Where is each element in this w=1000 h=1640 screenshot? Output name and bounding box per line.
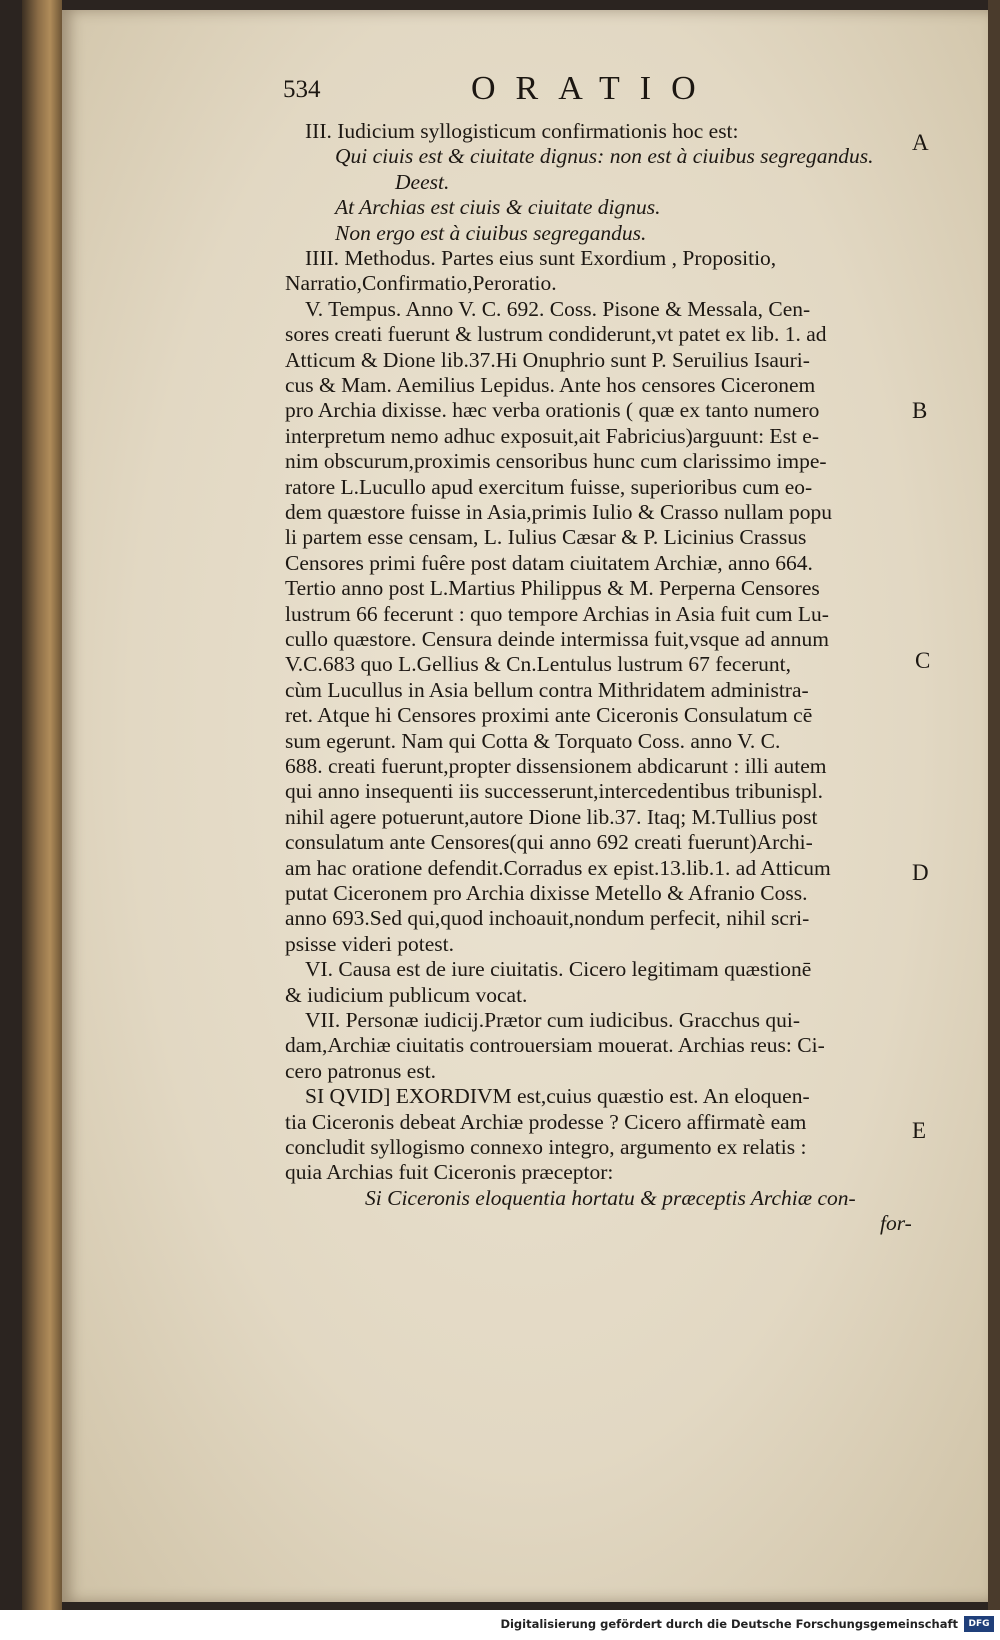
text-line: III. Iudicium syllogisticum confirmationis hoc est:: [305, 119, 739, 143]
text-line: am hac oratione defendit.Corradus ex epist.13.lib.1. ad Atticum: [285, 855, 831, 880]
dfg-logo: DFG: [964, 1616, 994, 1632]
margin-letter-b: B: [912, 398, 928, 423]
text-line: V. Tempus. Anno V. C. 692. Coss. Pisone & Messala, Cen-: [305, 296, 811, 321]
text-line: nihil agere potuerunt,autore Dione lib.37. Itaq; M.Tullius post: [285, 804, 818, 829]
text-line: Si Ciceronis eloquentia hortatu & præceptis Archiæ con-: [365, 1185, 856, 1210]
page-number: 534: [283, 76, 321, 103]
digitization-footer: [0, 1610, 1000, 1640]
running-head: ORATIO: [471, 70, 716, 107]
text-line: VI. Causa est de iure ciuitatis. Cicero legitimam quæstionē: [305, 957, 812, 982]
funding-credit: Digitalisierung gefördert durch die Deutsche Forschungsgemeinschaft: [500, 1617, 958, 1631]
text-line: VII. Personæ iudicij.Prætor cum iudicibus. Gracchus qui-: [305, 1008, 801, 1032]
text-line: dem quæstore fuisse in Asia,primis Iulio & Crasso nullam popu: [285, 500, 833, 524]
text-line: IIII. Methodus. Partes eius sunt Exordium , Propositio,: [305, 246, 777, 270]
text-line: anno 693.Sed qui,quod inchoauit,nondum perfecit, nihil scri-: [285, 906, 810, 931]
margin-letter-e: E: [912, 1118, 927, 1143]
text-line: Narratio,Confirmatio,Peroratio.: [285, 271, 557, 296]
text-line: qui anno insequenti iis successerunt,intercedentibus tribunispl.: [285, 779, 823, 804]
text-line: cùm Lucullus in Asia bellum contra Mithridatem administra-: [285, 677, 809, 702]
margin-letter-d: D: [912, 860, 929, 885]
text-line: interpretum nemo adhuc exposuit,ait Fabricius)arguunt: Est e-: [285, 423, 819, 448]
text-line: quia Archias fuit Ciceronis præceptor:: [285, 1160, 614, 1185]
text-line: Tertio anno post L.Martius Philippus & M. Perperna Censores: [285, 576, 820, 601]
text-line: V.C.683 quo L.Gellius & Cn.Lentulus lustrum 67 fecerunt,: [285, 652, 792, 677]
margin-letter-c: C: [915, 648, 931, 673]
text-line: sores creati fuerunt & lustrum condiderunt,vt patet ex lib. 1. ad: [285, 322, 827, 347]
text-line: sum egerunt. Nam qui Cotta & Torquato Coss. anno V. C.: [285, 728, 781, 753]
text-line: Censores primi fuêre post datam ciuitatem Archiæ, anno 664.: [285, 550, 813, 575]
text-line: & iudicium publicum vocat.: [285, 982, 528, 1007]
text-line: dam,Archiæ ciuitatis controuersiam mouerat. Archias reus: Ci-: [285, 1033, 825, 1058]
margin-letter-a: A: [912, 130, 929, 155]
page-header: [283, 70, 743, 120]
text-line: Atticum & Dione lib.37.Hi Onuphrio sunt P. Seruilius Isauri-: [285, 347, 810, 372]
text-line: cus & Mam. Aemilius Lepidus. Ante hos censores Ciceronem: [285, 373, 816, 397]
text-line: nim obscurum,proximis censoribus hunc cum clarissimo impe-: [285, 449, 827, 474]
text-line: putat Ciceronem pro Archia dixisse Metello & Afranio Coss.: [285, 881, 808, 905]
text-line: At Archias est ciuis & ciuitate dignus.: [335, 195, 661, 220]
text-line: concludit syllogismo connexo integro, argumento ex relatis :: [285, 1135, 807, 1159]
text-line: li partem esse censam, L. Iulius Cæsar & P. Licinius Crassus: [285, 525, 807, 550]
text-line: consulatum ante Censores(qui anno 692 creati fuerunt)Archi-: [285, 830, 813, 855]
text-line: tia Ciceronis debeat Archiæ prodesse ? Cicero affirmatè eam: [285, 1109, 807, 1134]
text-line: SI QVID] EXORDIVM est,cuius quæstio est. An eloquen-: [305, 1084, 810, 1109]
text-line: Deest.: [395, 169, 450, 194]
text-line: psisse videri potest.: [285, 931, 454, 956]
text-line: ratore L.Lucullo apud exercitum fuisse, superioribus cum eo-: [285, 474, 813, 499]
page-edge: [988, 0, 1000, 1610]
text-line: cero patronus est.: [285, 1058, 437, 1083]
text-line: cullo quæstore. Censura deinde intermissa fuit,vsque ad annum: [285, 627, 829, 651]
text-line: lustrum 66 fecerunt : quo tempore Archias in Asia fuit cum Lu-: [285, 601, 829, 626]
text-line: ret. Atque hi Censores proximi ante Ciceronis Consulatum cē: [285, 703, 813, 728]
text-line: 688. creati fuerunt,propter dissensionem abdicarunt : illi autem: [285, 754, 827, 778]
text-line: pro Archia dixisse. hæc verba orationis ( quæ ex tanto numero: [285, 398, 820, 423]
text-line: Qui ciuis est & ciuitate dignus: non est à ciuibus segregandus.: [335, 144, 874, 169]
text-line: Non ergo est à ciuibus segregandus.: [335, 220, 647, 245]
text-line: for-: [880, 1211, 912, 1236]
book-spine: [22, 0, 62, 1610]
